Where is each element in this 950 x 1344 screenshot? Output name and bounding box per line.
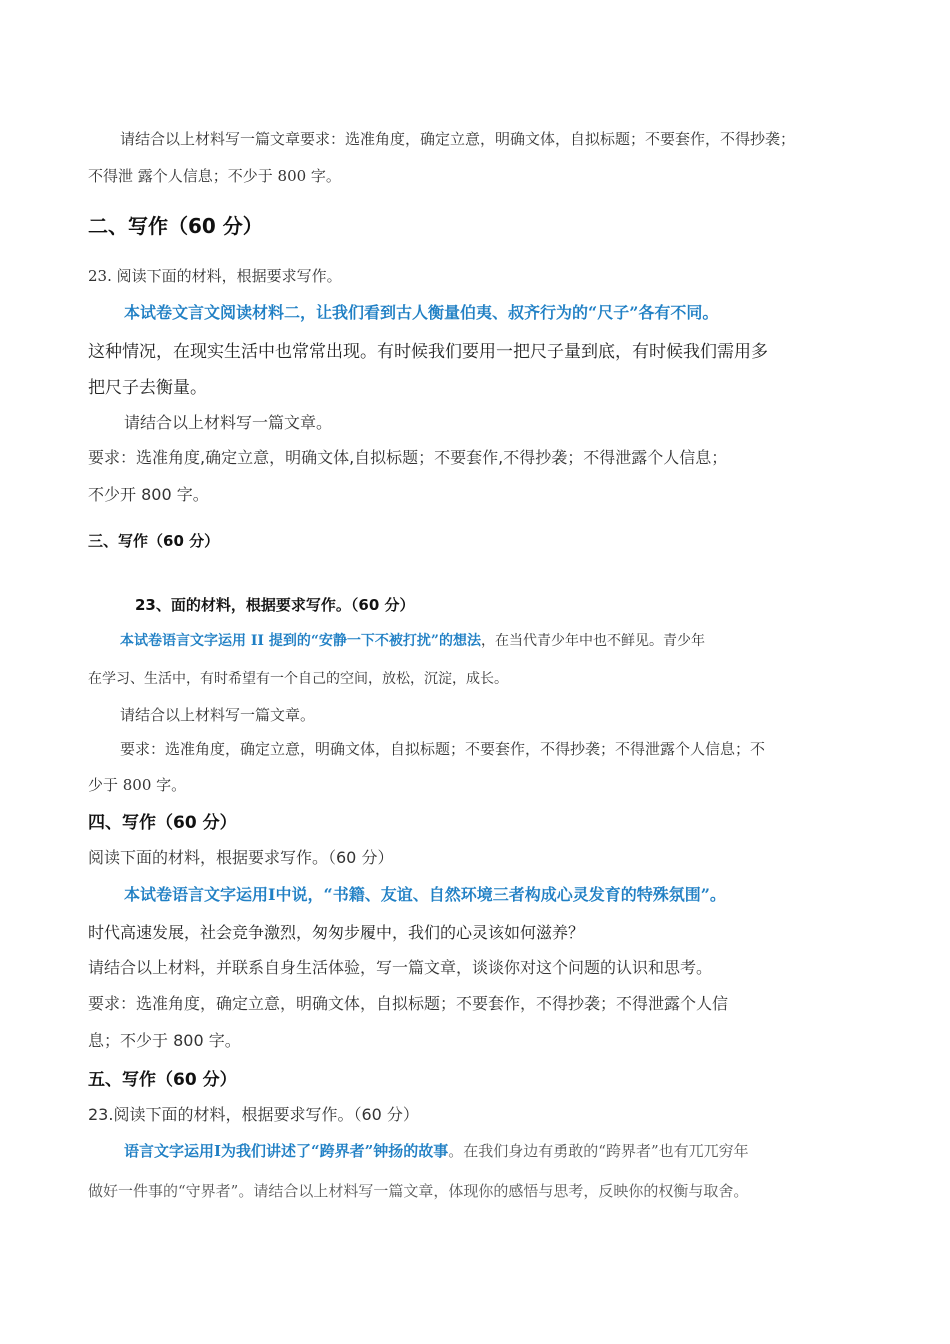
s3-requirement-1: 要求：选准角度，确定立意，明确文体，自拟标题；不要套作，不得抄袭；不得泄露个人信息；不 — [120, 740, 766, 758]
s3-requirement-2: 少于 800 字。 — [88, 776, 187, 794]
s4-question: 阅读下面的材料，根据要求写作。（60 分） — [88, 848, 394, 867]
s2-requirement-2: 不少开 800 字。 — [88, 485, 209, 504]
s2-prompt: 请结合以上材料写一篇文章。 — [124, 413, 333, 432]
s3-material-2: 在学习、生活中，有时希望有一个自己的空间，放松，沉淀，成长。 — [88, 671, 508, 687]
s3-material-1-highlight: 本试卷语言文字运用 II 提到的“安静一下不被打扰”的想法 — [120, 633, 481, 649]
s4-requirement-2: 息；不少于 800 字。 — [88, 1031, 241, 1050]
s5-heading: 五、写作（60 分） — [88, 1070, 237, 1090]
s4-heading: 四、写作（60 分） — [88, 813, 237, 833]
s4-requirement-1: 要求：选准角度，确定立意，明确文体，自拟标题；不要套作，不得抄袭；不得泄露个人信 — [88, 994, 729, 1013]
s4-material-1: 本试卷语言文字运用Ⅰ中说，“书籍、友谊、自然环境三者构成心灵发育的特殊氛围”。 — [124, 885, 726, 904]
s2-material-1: 本试卷文言文阅读材料二，让我们看到古人衡量伯夷、叔齐行为的“尺子”各有不同。 — [124, 303, 719, 322]
s5-material-1-rest: 。在我们身边有勇敢的“跨界者”也有兀兀穷年 — [448, 1142, 749, 1160]
s3-material-1-rest: ，在当代青少年中也不鲜见。青少年 — [480, 633, 705, 649]
s1-paragraph-2: 不得泄 露个人信息；不少于 800 字。 — [88, 167, 341, 185]
s2-question: 23. 阅读下面的材料，根据要求写作。 — [88, 267, 342, 285]
s4-prompt: 请结合以上材料，并联系自身生活体验，写一篇文章，谈谈你对这个问题的认识和思考。 — [88, 958, 713, 977]
s3-heading: 三、写作（60 分） — [88, 532, 220, 550]
s3-material-1 — [120, 630, 705, 650]
s2-material-2: 这种情况，在现实生活中也常常出现。有时候我们要用一把尺子量到底，有时候我们需用多 — [88, 342, 768, 362]
s4-material-2: 时代高速发展，社会竞争激烈，匆匆步履中，我们的心灵该如何滋养？ — [88, 923, 585, 942]
s3-prompt: 请结合以上材料写一篇文章。 — [120, 706, 316, 724]
s2-requirement-1: 要求：选准角度,确定立意，明确文体,自拟标题；不要套作,不得抄袭；不得泄露个人信息； — [88, 448, 728, 467]
s5-material-1-highlight: 语言文字运用Ⅰ为我们讲述了“跨界者”钟扬的故事 — [124, 1142, 449, 1160]
s1-paragraph-1: 请结合以上材料写一篇文章要求：选准角度，确定立意，明确文体，自拟标题；不要套作，不得抄袭； — [120, 130, 796, 148]
s5-question: 23.阅读下面的材料，根据要求写作。（60 分） — [88, 1105, 419, 1124]
s5-material-1 — [124, 1140, 749, 1161]
s2-material-3: 把尺子去衡量。 — [88, 378, 207, 398]
s3-question: 23、面的材料，根据要求写作。（60 分） — [135, 596, 415, 614]
s2-heading: 二、写作（60 分） — [88, 214, 263, 238]
s5-material-2: 做好一件事的“守界者”。请结合以上材料写一篇文章，体现你的感悟与思考，反映你的权衡与取舍。 — [88, 1182, 749, 1200]
